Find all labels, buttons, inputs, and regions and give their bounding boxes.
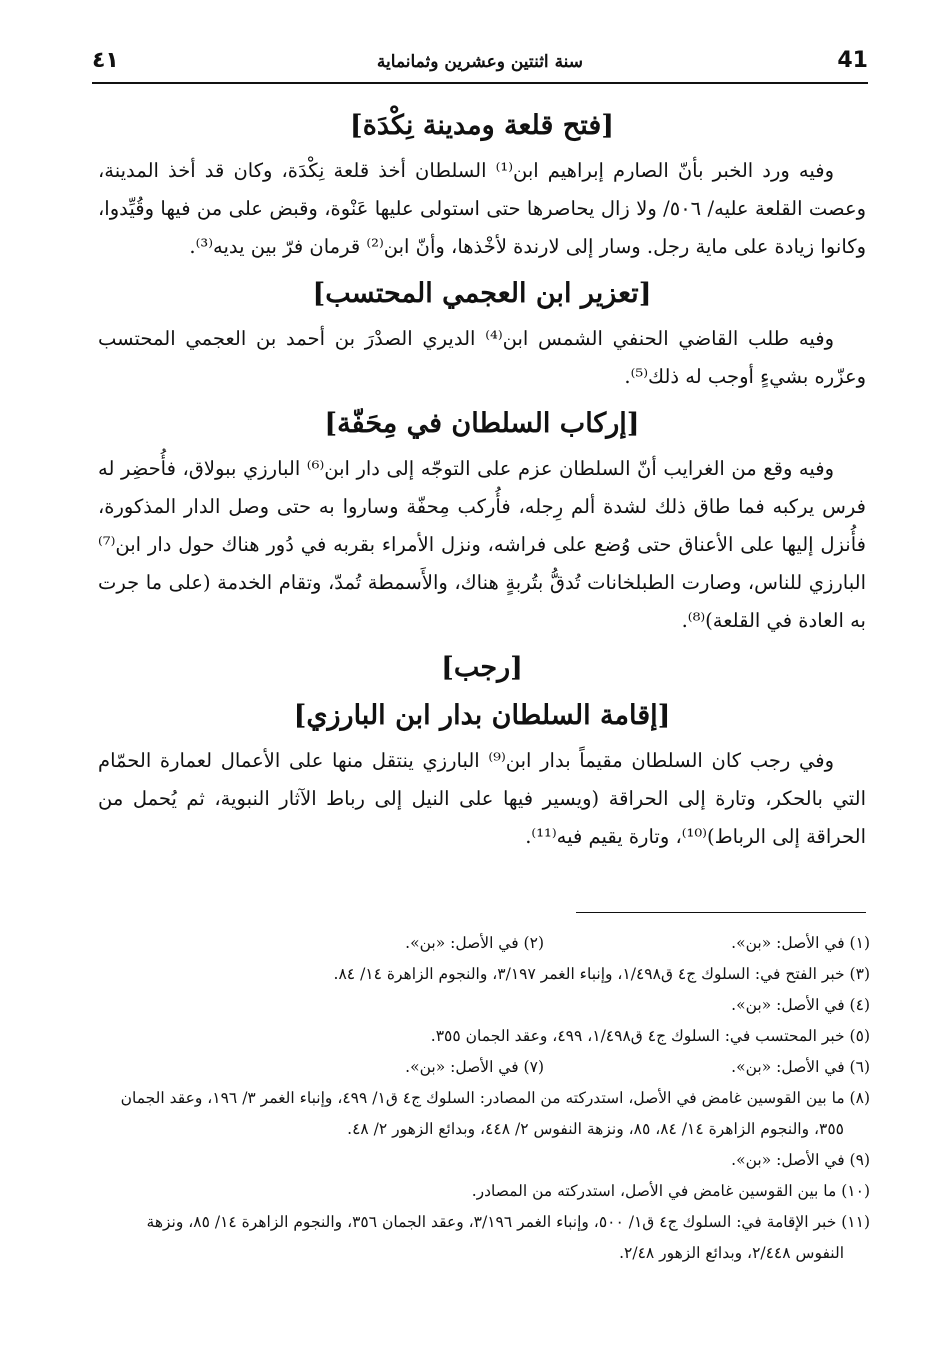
page-number-arabic: ٤١ xyxy=(92,48,119,73)
footnote-row xyxy=(98,928,870,959)
section-heading: [فتح قلعة ومدينة نِكْدَة] xyxy=(349,110,615,141)
running-title: سنة اثنتين وعشرين وثمانماية xyxy=(376,52,584,72)
footnote: (٤) في الأصل: «بن». xyxy=(731,996,870,1014)
paragraph: وفي رجب كان السلطان مقيماً بدار ابن⁽⁹⁾ البارزي ينتقل منها على الأعمال لعمارة الحمّام التي بالحكر، وتارة إلى الحراقة (ويسير فيها على النيل إلى رباط الآثار النبوية، ثم يُحمل من الحراقة إلى الرباط)⁽¹⁰⁾، وتارة يقيم فيه⁽¹¹⁾. xyxy=(98,749,866,848)
footnote: (٩) في الأصل: «بن». xyxy=(731,1151,870,1169)
month-heading: [رجب] xyxy=(441,652,523,683)
section-heading: [إركاب السلطان في مِحَفّة] xyxy=(324,408,640,439)
main-text xyxy=(98,98,866,856)
footnote-row xyxy=(98,1052,870,1083)
section-heading: [تعزير ابن العجمي المحتسب] xyxy=(312,278,652,309)
page-number-latin: 41 xyxy=(837,48,868,73)
footnote: (٥) خبر المحتسب في: السلوك ج٤ ق١/٤٩٨، ٤٩٩، وعقد الجمان ٣٥٥. xyxy=(430,1027,870,1045)
page-header xyxy=(92,40,868,84)
footnote: (١١) خبر الإقامة في: السلوك ج٤ ق١/ ٥٠٠، وإنباء الغمر ٣/١٩٦، وعقد الجمان ٣٥٦، والنجوم الزاهرة ١٤/ ٨٥، ونزهة النفوس ٢/٤٤٨، وبدائع الزهور ٢/٤٨. xyxy=(146,1213,870,1262)
footnote-divider xyxy=(576,912,866,913)
footnote: (٣) خبر الفتح في: السلوك ج٤ ق١/٤٩٨، وإنباء الغمر ٣/١٩٧، والنجوم الزاهرة ١٤/ ٨٤. xyxy=(333,965,870,983)
section-heading: [إقامة السلطان بدار ابن البارزي] xyxy=(293,700,671,731)
footnotes xyxy=(98,928,870,1269)
footnote: (٦) في الأصل: «بن». xyxy=(731,1058,870,1076)
paragraph: وفيه وقع من الغرايب أنّ السلطان عزم على التوجّه إلى دار ابن⁽⁶⁾ البارزي ببولاق، فأُحضِر له فرس يركبه فما طاق ذلك لشدة ألم رِجله، فأُركب مِحفّة وساروا به حتى وصل الدار المذكورة، فأُنزل إليها على الأعناق حتى وُضع على فراشه، ونزل الأمراء بقربه في دُور هناك حول دار ابن⁽⁷⁾ البارزي للناس، وصارت الطبلخانات تُدقُّ بتُربةٍ هناك، والأَسمطة تُمدّ، وتقام الخدمة (على ما جرت به العادة في القلعة)⁽⁸⁾. xyxy=(98,457,866,632)
footnote: (٨) ما بين القوسين غامض في الأصل، استدركته من المصادر: السلوك ج٤ ق١/ ٤٩٩، وإنباء الغمر ٣/ ١٩٦، وعقد الجمان ٣٥٥، والنجوم الزاهرة ١٤/ ٨٤، ٨٥، ونزهة النفوس ٢/ ٤٤٨، وبدائع الزهور ٢/ ٤٨. xyxy=(120,1089,870,1138)
footnote: (٢) في الأصل: «بن». xyxy=(405,934,544,952)
paragraph: وفيه ورد الخبر بأنّ الصارم إبراهيم ابن⁽¹⁾ السلطان أخذ قلعة نِكْدَة، وكان قد أخذ المدينة، وعصت القلعة عليه/ ٥٠٦/ ولا زال يحاصرها حتى استولى عليها عَنْوة، وقبض على من فيها وقُيِّدوا، وكانوا زيادة على ماية رجل. وسار إلى لارندة لأخْذها، وأنّ ابن⁽²⁾ قرمان فرّ بين يديه⁽³⁾. xyxy=(98,159,866,258)
footnote: (١٠) ما بين القوسين غامض في الأصل، استدركته من المصادر. xyxy=(471,1182,870,1200)
footnote: (٧) في الأصل: «بن». xyxy=(405,1058,544,1076)
paragraph: وفيه طلب القاضي الحنفي الشمس ابن⁽⁴⁾ الديري الصدْرَ بن أحمد بن العجمي المحتسب وعزّره بشيءٍ أوجب له ذلك⁽⁵⁾. xyxy=(98,327,866,388)
footnote: (١) في الأصل: «بن». xyxy=(731,934,870,952)
